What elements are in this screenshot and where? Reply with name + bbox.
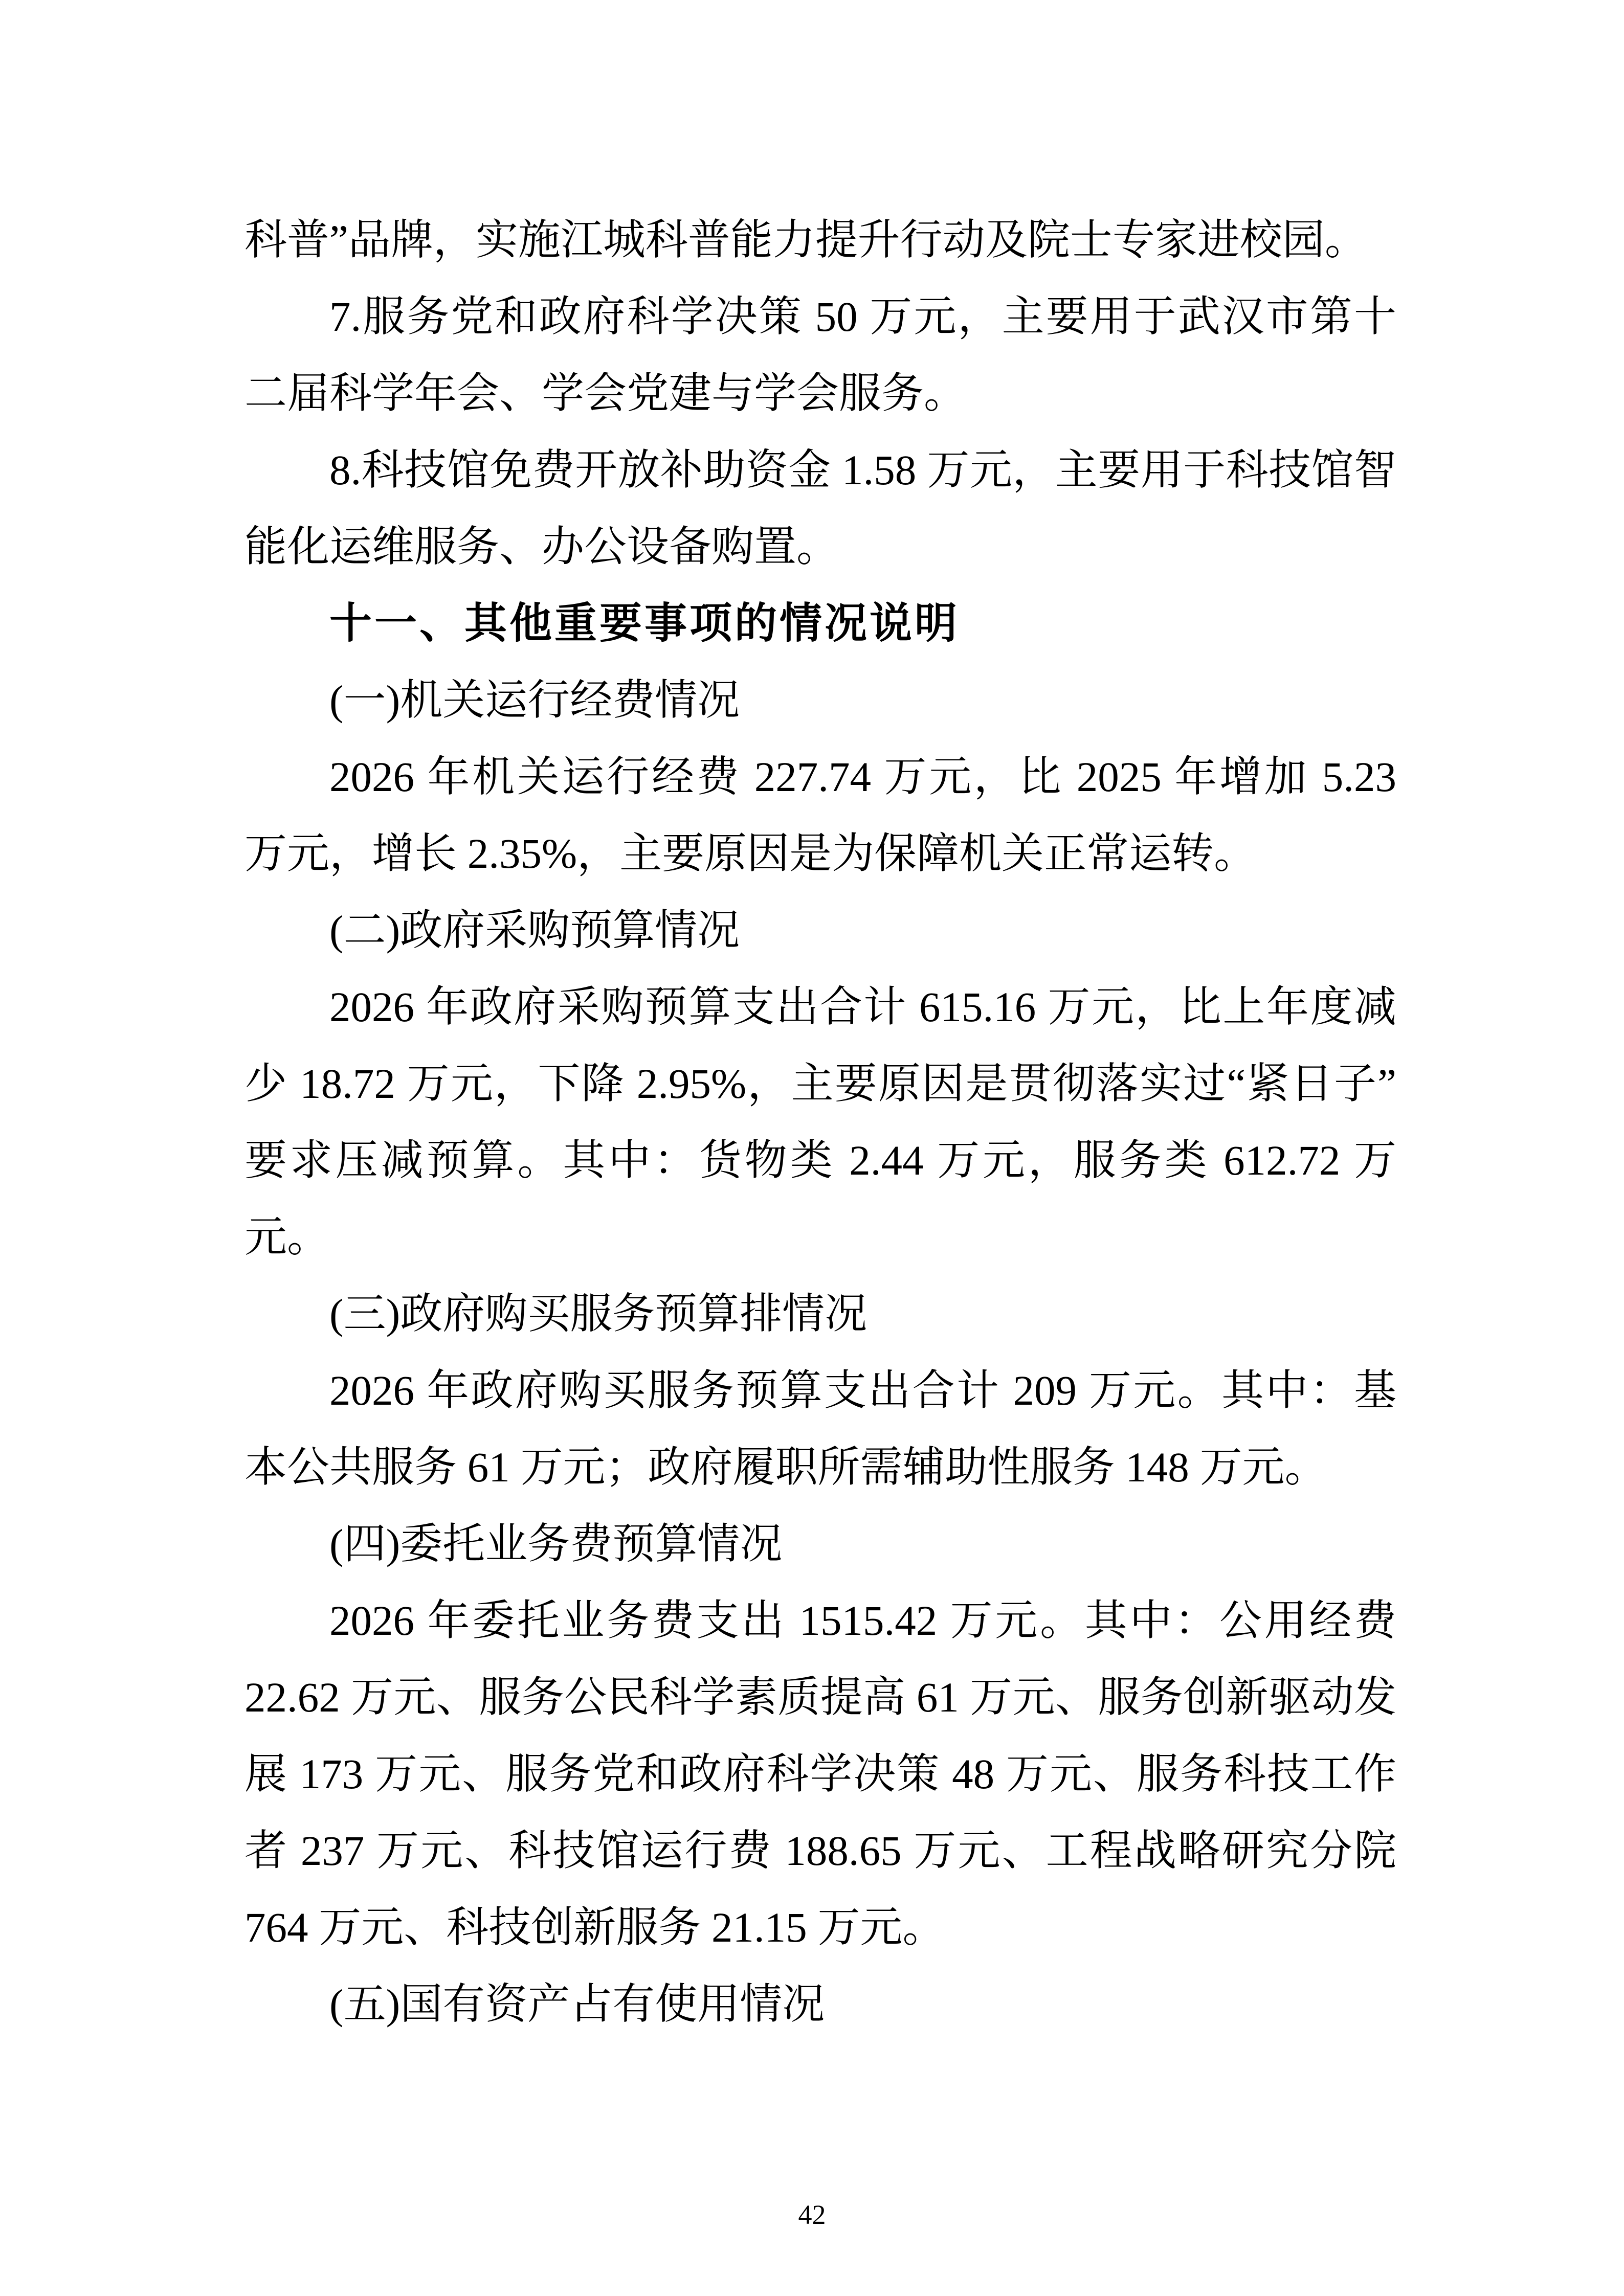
- subsection-4-title: (四)委托业务费预算情况: [329, 1520, 783, 1567]
- subsection-3-title: (三)政府购买服务预算排情况: [329, 1290, 867, 1337]
- document-body: [244, 201, 1396, 2042]
- paragraph-item-8: 8.科技馆免费开放补助资金 1.58 万元，主要用于科技馆智能化运维服务、办公设备购置。: [244, 446, 1396, 570]
- subsection-2-title: (二)政府采购预算情况: [329, 907, 740, 954]
- page-number: 42: [798, 2199, 826, 2230]
- paragraph-continuation: 科普”品牌，实施江城科普能力提升行动及院士专家进校园。: [244, 216, 1367, 263]
- subsection-1-body: 2026 年机关运行经费 227.74 万元，比 2025 年增加 5.23 万元，增长 2.35%，主要原因是为保障机关正常运转。: [244, 753, 1396, 877]
- subsection-5-title: (五)国有资产占有使用情况: [329, 1980, 825, 2028]
- subsection-1-title: (一)机关运行经费情况: [329, 677, 740, 724]
- paragraph-item-7: 7.服务党和政府科学决策 50 万元，主要用于武汉市第十二届科学年会、学会党建与学会服务。: [244, 293, 1396, 417]
- subsection-4-body: 2026 年委托业务费支出 1515.42 万元。其中：公用经费 22.62 万元、服务公民科学素质提高 61 万元、服务创新驱动发展 173 万元、服务党和政府科学决策 48 万元、服务科技工作者 237 万元、科技馆运行费 188.65 万元、工程战略研究分院 764 万元、科技创新服务 21.15 万元。: [244, 1597, 1396, 1951]
- subsection-2-body: 2026 年政府采购预算支出合计 615.16 万元，比上年度减少 18.72 万元，下降 2.95%，主要原因是贯彻落实过“紧日子”要求压减预算。其中：货物类 2.44 万元，服务类 612.72 万元。: [244, 983, 1396, 1260]
- section-heading-11: 十一、其他重要事项的情况说明: [329, 599, 960, 647]
- subsection-3-body: 2026 年政府购买服务预算支出合计 209 万元。其中：基本公共服务 61 万元；政府履职所需辅助性服务 148 万元。: [244, 1367, 1396, 1491]
